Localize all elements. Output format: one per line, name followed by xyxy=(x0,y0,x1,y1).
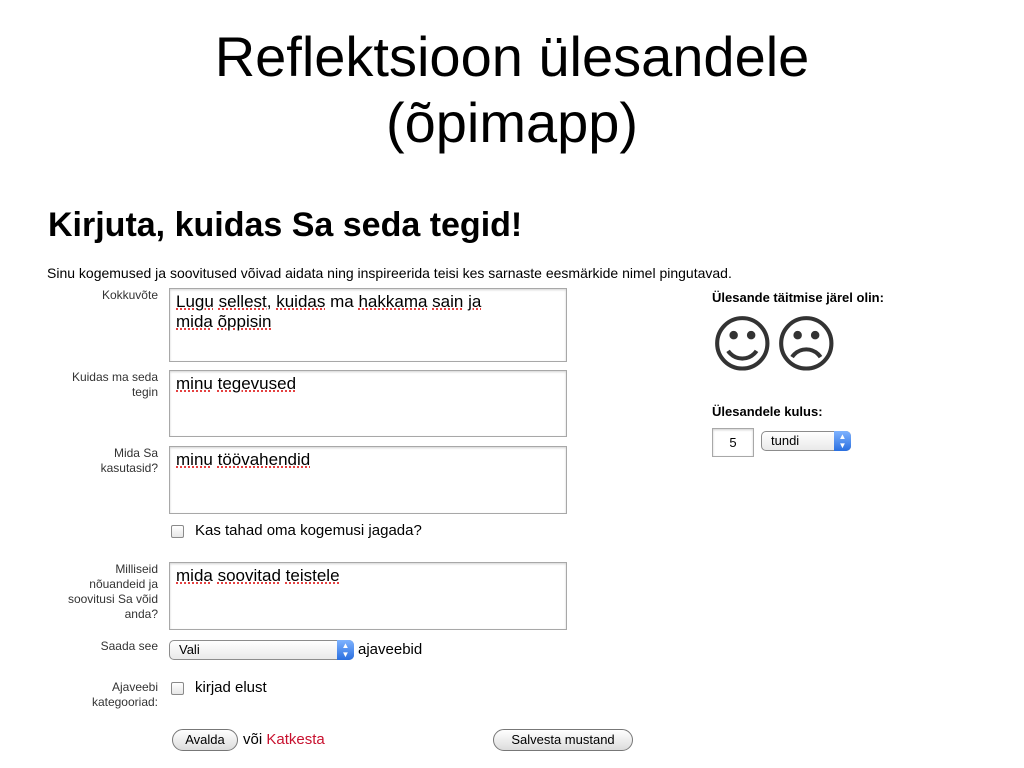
summary-word: kuidas xyxy=(276,292,326,311)
how-label-line1: Kuidas ma seda xyxy=(71,370,158,384)
tools-word: minu xyxy=(176,450,213,469)
how-label xyxy=(46,370,158,400)
summary-word: sellest, xyxy=(218,292,272,311)
summary-word: ma xyxy=(330,292,354,311)
send-label: Saada see xyxy=(100,639,158,653)
publish-button[interactable]: Avalda xyxy=(172,729,238,751)
categories-label-line2: kategooriad: xyxy=(91,695,158,709)
advice-textarea[interactable] xyxy=(169,562,567,630)
advice-word: teistele xyxy=(285,566,340,585)
mood-heading: Ülesande täitmise järel olin: xyxy=(712,290,884,305)
advice-label-line1: Milliseid xyxy=(115,562,158,576)
categories-label xyxy=(46,680,158,710)
smiley-happy-icon[interactable]: ☺ xyxy=(710,308,775,381)
form-intro: Sinu kogemused ja soovitused võivad aidata ning inspireerida teisi kes sarnaste eesmärkide nimel pingutavad. xyxy=(47,265,732,281)
time-input[interactable]: 5 xyxy=(712,428,754,457)
smiley-sad-icon[interactable]: ☹ xyxy=(774,308,839,381)
summary-word: õppisin xyxy=(217,312,272,331)
share-checkbox[interactable] xyxy=(171,525,184,538)
how-word: tegevused xyxy=(217,374,297,393)
share-checkbox-label: Kas tahad oma kogemusi jagada? xyxy=(195,522,422,539)
category-checkbox-label: kirjad elust xyxy=(195,679,267,696)
select-arrows-icon: ▲ ▼ xyxy=(337,640,354,660)
or-word: või xyxy=(243,731,263,748)
summary-textarea[interactable] xyxy=(169,288,567,362)
categories-label-line1: Ajaveebi xyxy=(111,680,158,694)
summary-word: hakkama xyxy=(358,292,428,311)
tools-textarea[interactable] xyxy=(169,446,567,514)
cancel-link[interactable]: Katkesta xyxy=(266,731,325,748)
summary-word: mida xyxy=(176,312,213,331)
advice-word: mida xyxy=(176,566,213,585)
summary-word: sain xyxy=(432,292,464,311)
how-word: minu xyxy=(176,374,213,393)
summary-word: ja xyxy=(468,292,482,311)
advice-label-line2: nõuandeid ja xyxy=(89,577,158,591)
form-heading: Kirjuta, kuidas Sa seda tegid! xyxy=(48,206,523,244)
slide-title-line1: Reflektsioon ülesandele xyxy=(214,25,810,88)
tools-word: töövahendid xyxy=(217,450,311,469)
category-checkbox[interactable] xyxy=(171,682,184,695)
select-arrows-icon: ▲ ▼ xyxy=(834,431,851,451)
tools-label xyxy=(46,446,158,476)
slide-title xyxy=(0,24,1024,156)
time-unit-value: tundi xyxy=(771,433,800,448)
advice-label xyxy=(46,562,158,622)
summary-label: Kokkuvõte xyxy=(101,288,158,302)
slide-title-line2: (õpimapp) xyxy=(385,91,639,154)
advice-word: soovitad xyxy=(217,566,281,585)
save-draft-button[interactable]: Salvesta mustand xyxy=(493,729,633,751)
or-text xyxy=(243,731,325,749)
blog-select-value: Vali xyxy=(179,642,200,657)
send-suffix: ajaveebid xyxy=(358,641,423,658)
advice-label-line3: soovitusi Sa võid xyxy=(67,592,158,606)
blog-select[interactable] xyxy=(169,640,354,660)
tools-label-line1: Mida Sa xyxy=(113,446,158,460)
how-label-line2: tegin xyxy=(131,385,158,399)
summary-word: Lugu xyxy=(176,292,214,311)
time-unit-select[interactable] xyxy=(761,431,851,451)
how-textarea[interactable] xyxy=(169,370,567,437)
advice-label-line4: anda? xyxy=(124,607,158,621)
time-heading: Ülesandele kulus: xyxy=(712,404,823,419)
tools-label-line2: kasutasid? xyxy=(100,461,158,475)
